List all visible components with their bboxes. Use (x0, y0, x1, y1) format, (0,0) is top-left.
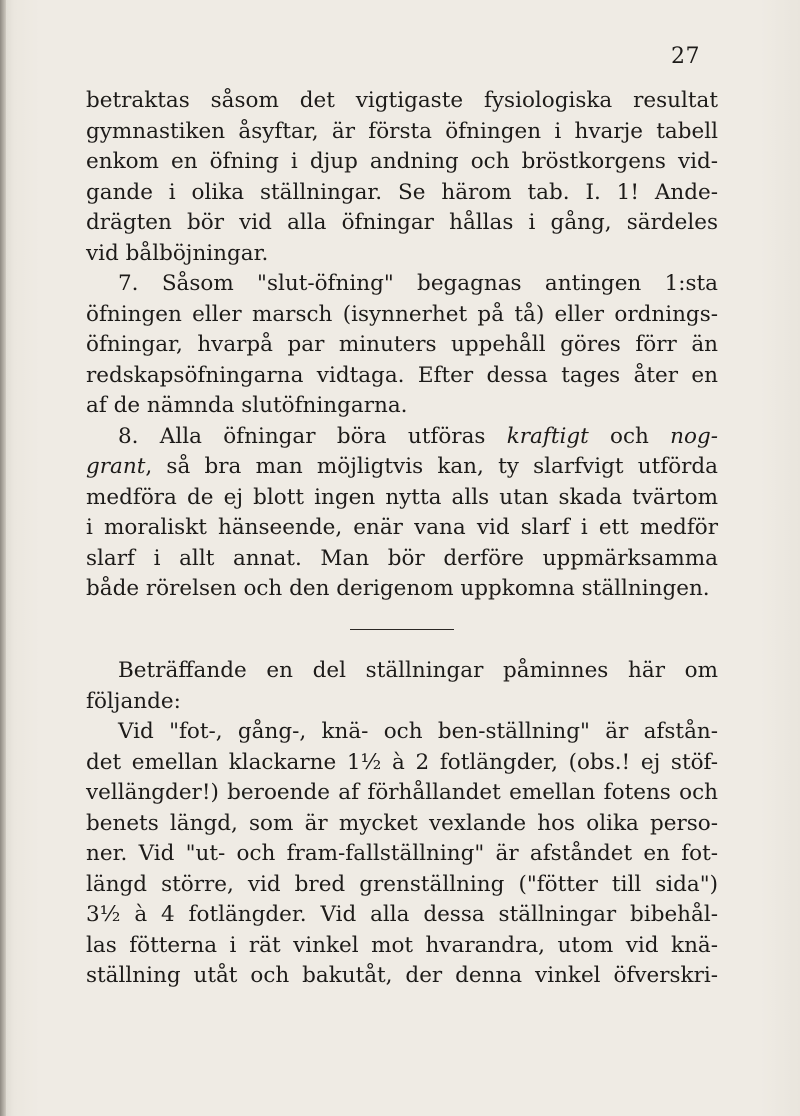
text-run: 8. Alla öfningar böra utföras (118, 423, 507, 449)
paragraph-7 (86, 269, 718, 422)
text-run: och (588, 423, 671, 449)
text-line (86, 452, 718, 483)
text-line: vid bålböjningar. (86, 240, 269, 266)
text-line: öfningen eller marsch (isynnerhet på tå) eller ordnings- (86, 301, 718, 327)
text-line: af de nämnda slutöfningarna. (86, 393, 408, 418)
text-line: Vid "fot-, gång-, knä- och ben-ställning" är afstån- (118, 719, 718, 744)
book-spine-shadow (0, 0, 6, 1116)
section-divider (350, 629, 454, 631)
page-text (86, 86, 718, 992)
page-number: 27 (671, 44, 700, 69)
emphasis-noggrant-start: nog- (670, 423, 718, 449)
emphasis-kraftigt: kraftigt (506, 423, 589, 449)
paragraph-stallningar (86, 656, 718, 717)
text-line: både rörelsen och den derigenom uppkomna ställningen. (86, 576, 710, 601)
text-line: ställning utåt och bakutåt, der denna vinkel öfverskri- (86, 963, 718, 988)
text-line: gymnastiken åsyftar, är första öfningen i hvarje tabell (86, 118, 718, 144)
text-line: vellängder!) beroende af förhållandet emellan fotens och (86, 780, 718, 805)
text-line: följande: (86, 688, 181, 714)
paragraph-1 (86, 86, 718, 269)
paragraph-8 (86, 422, 718, 605)
text-line: benets längd, som är mycket vexlande hos olika perso- (86, 810, 718, 836)
paragraph-vid (86, 717, 718, 992)
text-line: medföra de ej blott ingen nytta alls utan skada tvärtom (86, 484, 718, 510)
text-line: las fötterna i rät vinkel mot hvarandra, utom vid knä- (86, 932, 718, 958)
text-line: redskapsöfningarna vidtaga. Efter dessa tages åter en (86, 362, 718, 388)
text-line: slarf i allt annat. Man bör derföre uppmärksamma (86, 545, 718, 571)
text-line: i moraliskt hänseende, enär vana vid slarf i ett medför (86, 515, 718, 540)
text-line: ner. Vid "ut- och fram-fallställning" är afståndet en fot- (86, 841, 718, 866)
text-run: , så bra man möjligtvis kan, ty slarfvigt utförda (145, 454, 718, 479)
text-line: det emellan klackarne 1½ à 2 fotlängder, (obs.! ej stöf- (86, 749, 718, 775)
text-line: enkom en öfning i djup andning och bröstkorgens vid- (86, 149, 718, 174)
text-line: gande i olika ställningar. Se härom tab. I. 1! Ande- (86, 179, 718, 205)
text-line: 3½ à 4 fotlängder. Vid alla dessa ställningar bibehål- (86, 902, 718, 927)
text-line: drägten bör vid alla öfningar hållas i gång, särdeles (86, 210, 718, 235)
text-line: 7. Såsom "slut-öfning" begagnas antingen 1:sta (118, 271, 718, 296)
text-line: längd större, vid bred grenställning ("fötter till sida") (86, 871, 718, 897)
text-line: öfningar, hvarpå par minuters uppehåll göres förr än (86, 332, 718, 357)
text-line: betraktas såsom det vigtigaste fysiologiska resultat (86, 88, 718, 113)
text-line (86, 422, 718, 453)
emphasis-noggrant-end: grant (86, 454, 146, 479)
text-line: Beträffande en del ställningar påminnes här om (118, 658, 718, 683)
